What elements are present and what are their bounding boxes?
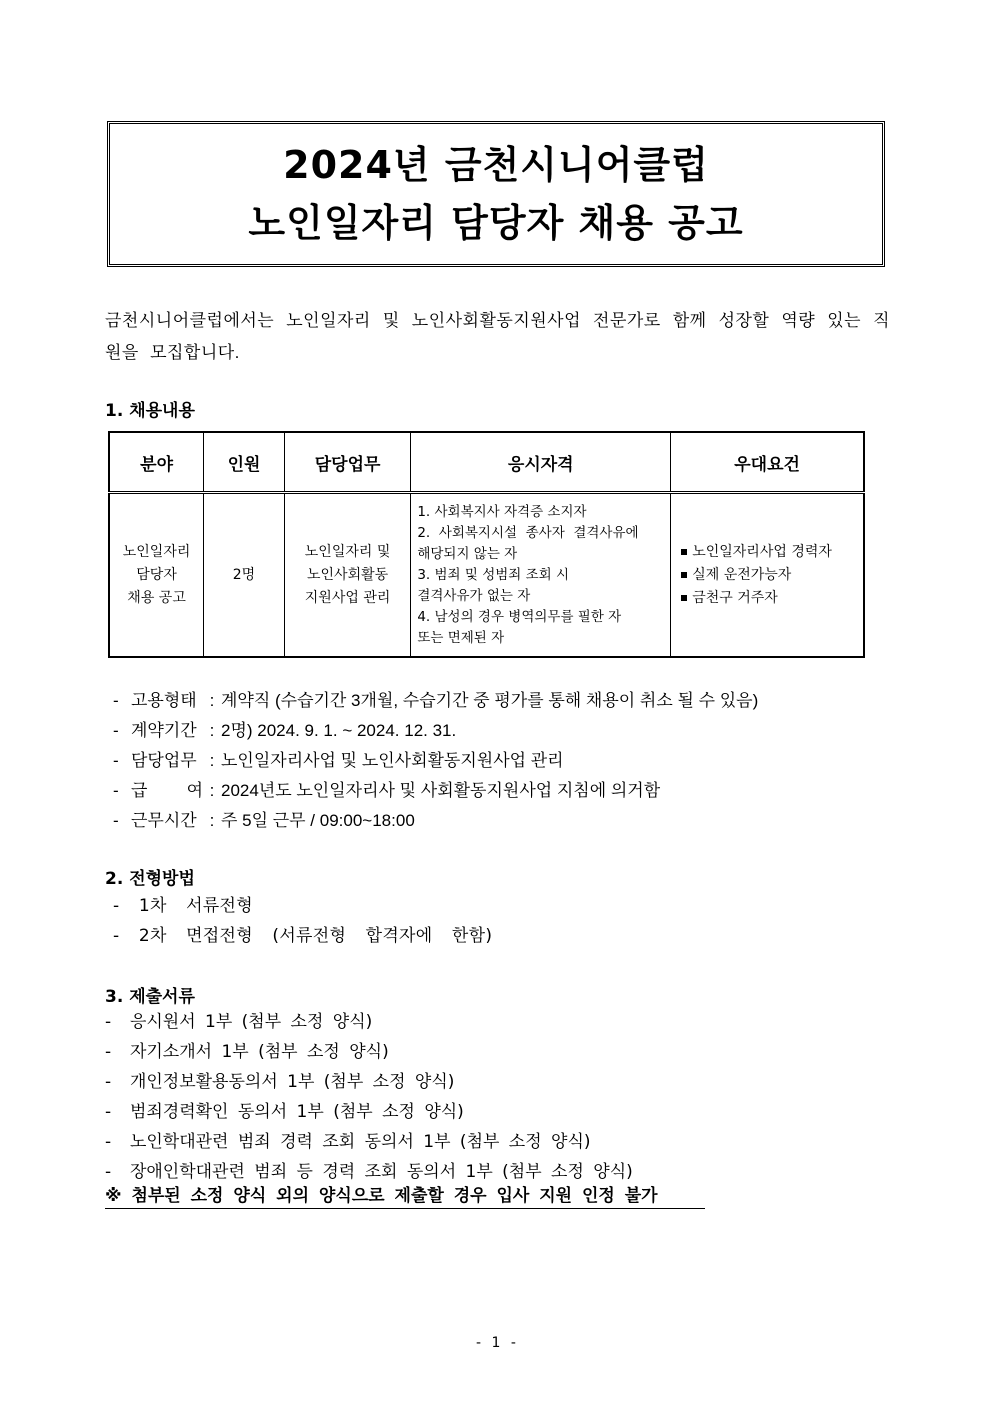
section-heading-recruitment: 1. 채용내용 [105, 401, 195, 421]
intro-paragraph: 금천시니어클럽에서는 노인일자리 및 노인사회활동지원사업 전문가로 함께 성장할 역량 있는 직원을 모집합니다. [105, 311, 890, 362]
table-row [109, 493, 864, 658]
required-documents-list [105, 1007, 633, 1187]
section-heading-documents: 3. 제출서류 [105, 987, 195, 1007]
dash: - [113, 721, 119, 740]
list-item: - 범죄경력확인 동의서 1부 (첨부 소정 양식) [105, 1102, 464, 1122]
header-preferences: 우대요건 [671, 432, 864, 493]
detail-row [113, 806, 758, 836]
preference-item [681, 587, 853, 610]
colon: : [209, 781, 215, 800]
list-item: - 자기소개서 1부 (첨부 소정 양식) [105, 1042, 389, 1062]
header-duties: 담당업무 [284, 432, 410, 493]
dash: - [113, 811, 119, 830]
dash: - [113, 781, 119, 800]
detail-label: 계약기간 [131, 721, 197, 740]
colon: : [209, 811, 215, 830]
square-bullet-icon [681, 572, 687, 578]
section-heading-selection: 2. 전형방법 [105, 869, 195, 889]
list-item: - 노인학대관련 범죄 경력 조회 동의서 1부 (첨부 소정 양식) [105, 1132, 591, 1152]
detail-value: 주 5일 근무 / 09:00~18:00 [221, 811, 415, 830]
detail-value: 2024년도 노인일자리사 및 사회활동지원사업 지침에 의거함 [221, 781, 661, 800]
dash: - [113, 691, 119, 710]
detail-row [113, 776, 758, 806]
detail-label: 급 여 [131, 781, 203, 800]
preference-item [681, 541, 853, 564]
detail-label: 근무시간 [131, 811, 197, 830]
list-item: - 1차 서류전형 [113, 896, 253, 916]
qualification-line: 2. 사회복지시설 종사자 결격사유에 [417, 524, 639, 541]
list-item: - 장애인학대관련 범죄 등 경력 조회 동의서 1부 (첨부 소정 양식) [105, 1162, 633, 1182]
cell-preferences [671, 493, 864, 658]
square-bullet-icon [681, 595, 687, 601]
page-number: - 1 - [476, 1335, 516, 1351]
title-line-1: 2024년 금천시니어클럽 [283, 143, 709, 187]
colon: : [209, 691, 215, 710]
qualification-line: 1. 사회복지사 자격증 소지자 [417, 503, 587, 520]
submission-notice: ※ 첨부된 소정 양식 외의 양식으로 제출할 경우 입사 지원 인정 불가 [105, 1184, 705, 1209]
preference-item [681, 564, 853, 587]
duties-line: 노인사회활동 [307, 566, 389, 583]
cell-qualifications [411, 493, 671, 658]
table-header-row [109, 432, 864, 493]
title-line-2: 노인일자리 담당자 채용 공고 [248, 201, 744, 245]
employment-details [113, 686, 758, 836]
field-line: 채용 공고 [127, 589, 186, 606]
duties-line: 지원사업 관리 [304, 589, 391, 606]
header-qualifications: 응시자격 [411, 432, 671, 493]
header-field: 분야 [109, 432, 204, 493]
qualification-line: 3. 범죄 및 성범죄 조회 시 [417, 566, 570, 583]
qualification-line: 또는 면제된 자 [417, 629, 505, 646]
preference-label: 실제 운전가능자 [692, 566, 792, 583]
list-item: - 응시원서 1부 (첨부 소정 양식) [105, 1012, 373, 1032]
header-headcount: 인원 [204, 432, 285, 493]
detail-value: 2명) 2024. 9. 1. ~ 2024. 12. 31. [221, 721, 457, 740]
qualification-line: 4. 남성의 경우 병역의무를 필한 자 [417, 608, 622, 625]
detail-row [113, 716, 758, 746]
detail-value: 노인일자리사업 및 노인사회활동지원사업 관리 [221, 751, 564, 770]
detail-row [113, 686, 758, 716]
list-item: - 개인정보활용동의서 1부 (첨부 소정 양식) [105, 1072, 455, 1092]
cell-field [109, 493, 204, 658]
field-line: 노인일자리 [122, 543, 191, 560]
colon: : [209, 721, 215, 740]
detail-value: 계약직 (수습기간 3개월, 수습기간 중 평가를 통해 채용이 취소 될 수 있음) [221, 691, 759, 710]
detail-label: 담당업무 [131, 751, 197, 770]
list-item: - 2차 면접전형 (서류전형 합격자에 한함) [113, 926, 493, 946]
preference-label: 금천구 거주자 [692, 589, 778, 606]
selection-method-list [113, 891, 492, 951]
detail-label: 고용형태 [131, 691, 197, 710]
square-bullet-icon [681, 549, 687, 555]
recruitment-table [108, 431, 865, 658]
preference-label: 노인일자리사업 경력자 [692, 543, 832, 560]
qualification-line: 결격사유가 없는 자 [417, 587, 531, 604]
qualification-line: 해당되지 않는 자 [417, 545, 518, 562]
colon: : [209, 751, 215, 770]
title-box [107, 121, 885, 267]
detail-row [113, 746, 758, 776]
field-line: 담당자 [136, 566, 177, 583]
dash: - [113, 751, 119, 770]
duties-line: 노인일자리 및 [304, 543, 391, 560]
cell-duties [284, 493, 410, 658]
cell-headcount: 2명 [204, 493, 285, 658]
